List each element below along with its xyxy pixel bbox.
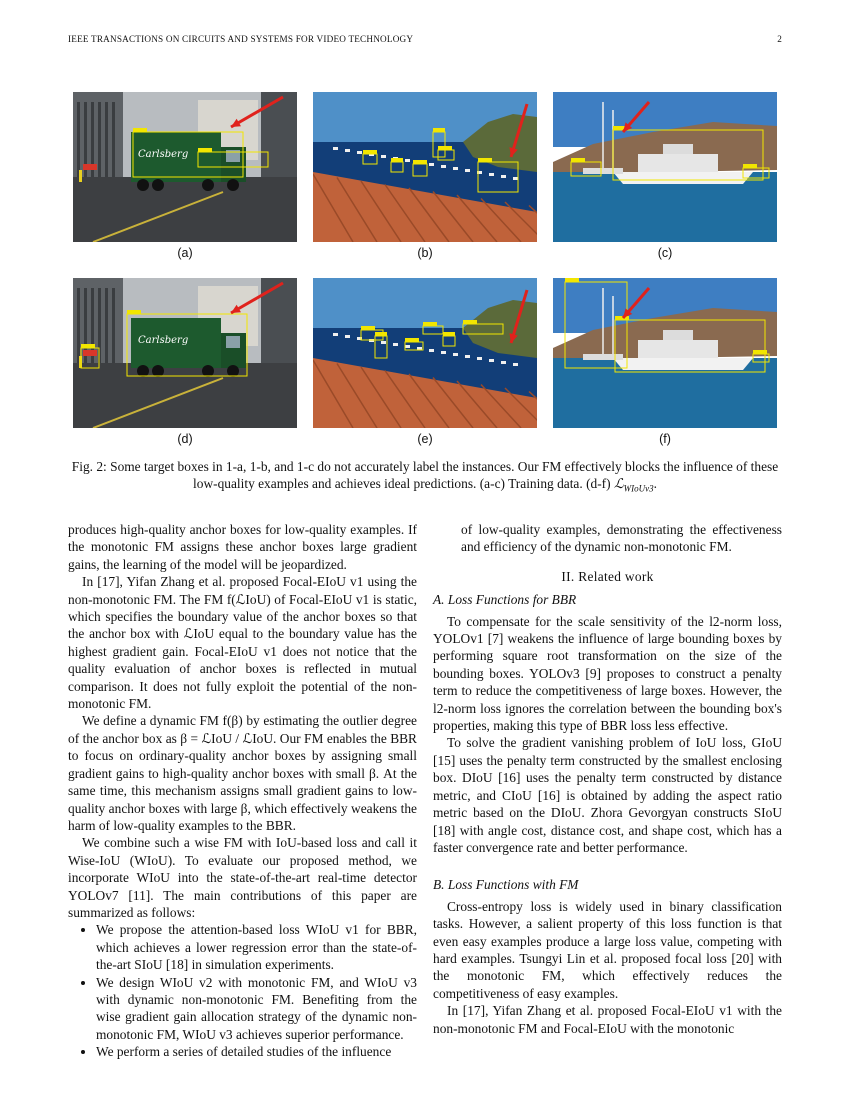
truck-logo-text: Carlsberg	[138, 335, 189, 346]
paragraph: In [17], Yifan Zhang et al. proposed Focal-EIoU v1 using the non-monotonic FM. The FM f(ℒIoU) of Focal-EIoU v1 is static, which specifies the boundary value of the anchor boxes so that the anchor box with ℒIoU equal to the boundary value has the highest gradient gain. Focal-EIoU v1 does not notice that the quality evaluation of anchor boxes is reflected in mutual comparison. It does not fully exploit the potential of the non-monotonic FM.	[68, 574, 417, 712]
paragraph: produces high-quality anchor boxes for low-quality examples. If the monotonic FM assigns these anchor boxes large gradient gains, the learning of the model will be jeopardized.	[68, 522, 417, 572]
figure-panel-c	[553, 92, 777, 242]
panel-label-a: (a)	[177, 246, 193, 260]
list-item: • We design WIoU v2 with monotonic FM, and WIoU v3 with dynamic non-monotonic FM. Benefiting from the wise gradient gain allocation strategy of the dynamic non-monotonic FM, WIoU v3 achieves superior performance.	[96, 974, 417, 1044]
right-column	[433, 521, 782, 1037]
journal-title: IEEE TRANSACTIONS ON CIRCUITS AND SYSTEMS FOR VIDEO TECHNOLOGY	[68, 34, 414, 44]
figure-panel-b	[313, 92, 537, 242]
figure-panel-d	[73, 278, 297, 428]
caption-math-sub: WIoUv3	[623, 483, 654, 494]
paragraph: of low-quality examples, demonstrating the effectiveness and efficiency of the dynamic non-monotonic FM.	[461, 522, 782, 555]
figure-panel-a	[73, 92, 297, 242]
photo-illustration	[73, 92, 297, 242]
paragraph: To compensate for the scale sensitivity of the l2-norm loss, YOLOv1 [7] weakens the influence of large bounding boxes by performing square root transformation on the size of the bounding boxes. YOLOv3 [9] proposes to construct a penalty term to reduce the competitiveness of large boxes. However, the l2-norm loss ignores the correlation between the bounding box's properties, making this type of BBR loss less effective.	[433, 613, 782, 734]
panel-label-c: (c)	[657, 246, 673, 260]
paragraph: To solve the gradient vanishing problem of IoU loss, GIoU [15] uses the penalty term constructed by the smallest enclosing box. DIoU [16] uses the penalty term constructed by distance metric, and CIoU [16] is obtained by adding the aspect ratio metric based on the DIoU. Zhora Gevorgyan constructs SIoU [18] with angle cost, distance cost, and shape cost, which has a faster convergence rate and better performance.	[433, 735, 782, 855]
figure-panel-f	[553, 278, 777, 428]
list-item: • We propose the attention-based loss WIoU v1 for BBR, which achieves a lower regression error than the state-of-the-art SIoU [18] in simulation experiments.	[96, 921, 417, 973]
subsection-heading: A. Loss Functions for BBR	[433, 592, 577, 608]
panel-label-e: (e)	[417, 432, 433, 446]
photo-illustration	[553, 92, 777, 242]
figure-panel-e	[313, 278, 537, 428]
contributions-list	[68, 921, 417, 1060]
section-heading: II. Related work	[561, 568, 654, 584]
caption-end: .	[653, 476, 657, 491]
photo-illustration	[313, 92, 537, 242]
running-head	[68, 34, 782, 44]
caption-math: ℒ	[613, 476, 624, 491]
photo-illustration	[553, 278, 777, 428]
paragraph: We define a dynamic FM f(β) by estimating the outlier degree of the anchor box as β = ℒIoU / ℒIoU. Our FM enables the BBR to focus on ordinary-quality anchor boxes by assigning small gradient gains to high-quality anchor boxes with small β. At the same time, this mechanism assigns small gradient gains to low-quality anchor boxes with large β, which effectively weakens the harm of low-quality examples to the BBR.	[68, 713, 417, 833]
paragraph: We combine such a wise FM with IoU-based loss and call it Wise-IoU (WIoU). To evaluate our proposed method, we incorporate WIoU into the state-of-the-art real-time detector YOLOv7 [11]. The main contributions of this paper are summarized as follows:	[68, 835, 417, 920]
figure-caption	[68, 458, 782, 498]
truck-logo-text: Carlsberg	[138, 149, 189, 160]
panel-label-d: (d)	[177, 432, 193, 446]
photo-illustration	[313, 278, 537, 428]
caption-text: Fig. 2: Some target boxes in 1-a, 1-b, and 1-c do not accurately label the instances. Our FM effectively blocks the influence of these low-quality examples and achieves ideal predictions. (a-c) Training data. (d-f)	[71, 459, 779, 491]
photo-illustration	[73, 278, 297, 428]
list-item: • We perform a series of detailed studies of the influence	[96, 1043, 417, 1060]
paragraph: Cross-entropy loss is widely used in binary classification tasks. However, a salient property of this loss function is that even easy examples produce a large loss value, competing with hard examples. Tsungyi Lin et al. proposed focal loss [20] with the monotonic FM, which effectively reduces the competitiveness of easy examples.	[433, 898, 782, 1001]
left-column	[68, 521, 417, 1061]
page-number: 2	[777, 34, 782, 44]
panel-label-b: (b)	[417, 246, 433, 260]
paragraph: In [17], Yifan Zhang et al. proposed Focal-EIoU v1 with the non-monotonic FM and Focal-EIoU with the monotonic	[433, 1003, 782, 1036]
subsection-heading: B. Loss Functions with FM	[433, 877, 579, 893]
panel-label-f: (f)	[659, 432, 671, 446]
